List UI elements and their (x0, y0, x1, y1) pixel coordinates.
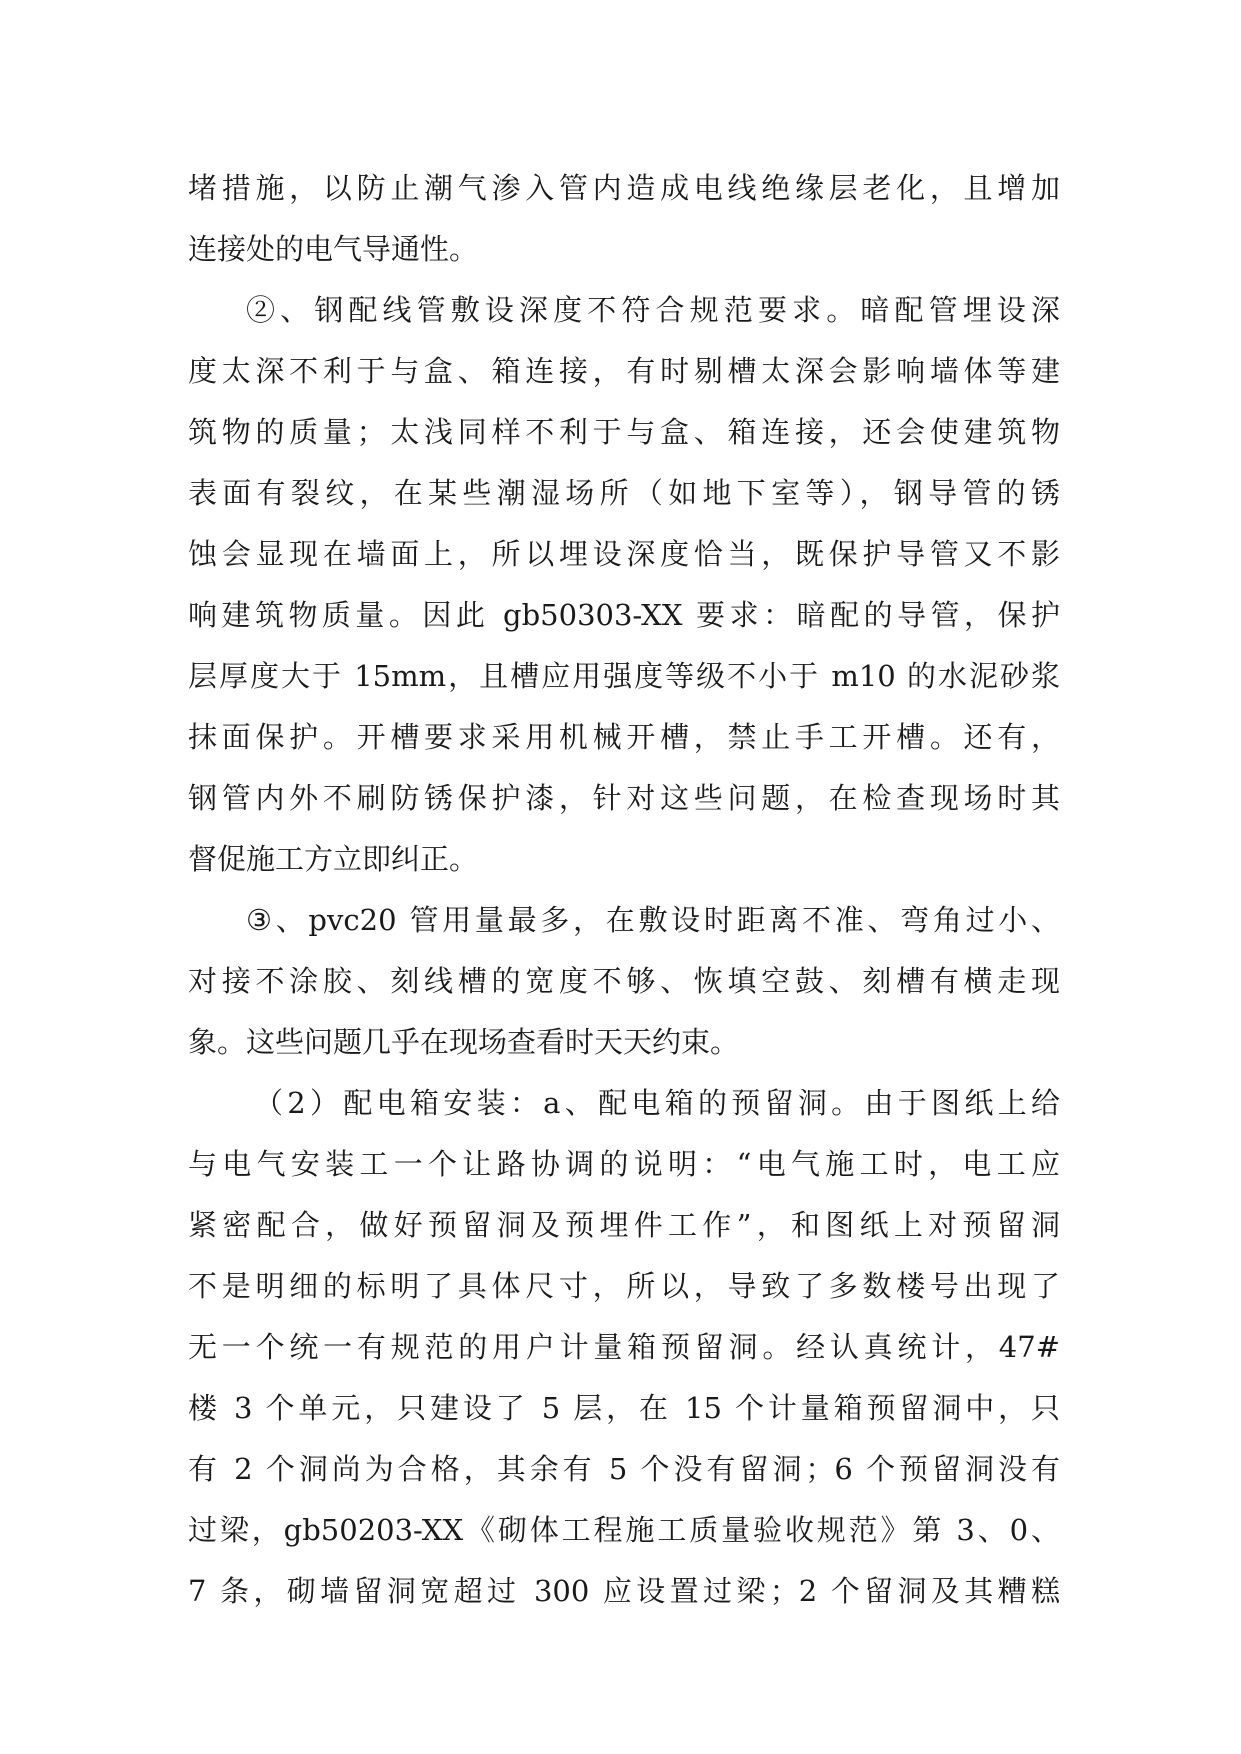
text-line: 无一个统一有规范的用户计量箱预留洞。经认真统计，47# (188, 1330, 1060, 1364)
text-line: 与电气安装工一个让路协调的说明：“电气施工时，电工应 (188, 1147, 1060, 1181)
text-line: 堵措施，以防止潮气渗入管内造成电线绝缘层老化，且增加 (188, 171, 1060, 205)
text-line: 象。这些问题几乎在现场查看时天天约束。 (188, 1025, 740, 1059)
text-line: 督促施工方立即纠正。 (188, 842, 479, 876)
text-line: 响建筑物质量。因此 gb50303-XX 要求：暗配的导管，保护 (188, 598, 1060, 632)
text-line: 不是明细的标明了具体尺寸，所以，导致了多数楼号出现了 (188, 1269, 1060, 1303)
text-line: 钢管内外不刷防锈保护漆，针对这些问题，在检查现场时其 (188, 781, 1060, 815)
text-line: 筑物的质量；太浅同样不利于与盒、箱连接，还会使建筑物 (188, 415, 1060, 449)
text-line: 蚀会显现在墙面上，所以埋设深度恰当，既保护导管又不影 (188, 537, 1060, 571)
text-line: 紧密配合，做好预留洞及预埋件工作”，和图纸上对预留洞 (188, 1208, 1060, 1242)
text-line: 层厚度大于 15mm，且槽应用强度等级不小于 m10 的水泥砂浆 (188, 659, 1060, 693)
text-line: 度太深不利于与盒、箱连接，有时剔槽太深会影响墙体等建 (188, 354, 1060, 388)
text-line: ③、pvc20 管用量最多，在敷设时距离不准、弯角过小、 (246, 903, 1060, 937)
text-line: 有 2 个洞尚为合格，其余有 5 个没有留洞；6 个预留洞没有 (188, 1452, 1060, 1486)
text-line: 连接处的电气导通性。 (188, 232, 479, 266)
paragraph-item-2 (188, 280, 1060, 890)
text-line: 楼 3 个单元，只建设了 5 层，在 15 个计量箱预留洞中，只 (188, 1391, 1060, 1425)
paragraph-item-3 (188, 890, 1060, 1073)
text-line: （2）配电箱安装：a、配电箱的预留洞。由于图纸上给 (254, 1086, 1060, 1120)
document-body (188, 158, 1060, 1622)
text-line: 过梁，gb50203-XX《砌体工程施工质量验收规范》第 3、0、 (188, 1513, 1060, 1547)
text-line: ②、钢配线管敷设深度不符合规范要求。暗配管埋设深 (246, 293, 1060, 327)
text-line: 7 条，砌墙留洞宽超过 300 应设置过梁；2 个留洞及其糟糕 (188, 1574, 1060, 1608)
text-line: 抹面保护。开槽要求采用机械开槽，禁止手工开槽。还有， (188, 720, 1060, 754)
paragraph-distribution-box (188, 1073, 1060, 1622)
text-line: 表面有裂纹，在某些潮湿场所（如地下室等），钢导管的锈 (188, 476, 1060, 510)
text-line: 对接不涂胶、刻线槽的宽度不够、恢填空鼓、刻槽有横走现 (188, 964, 1060, 998)
paragraph-continuation (188, 158, 1060, 280)
